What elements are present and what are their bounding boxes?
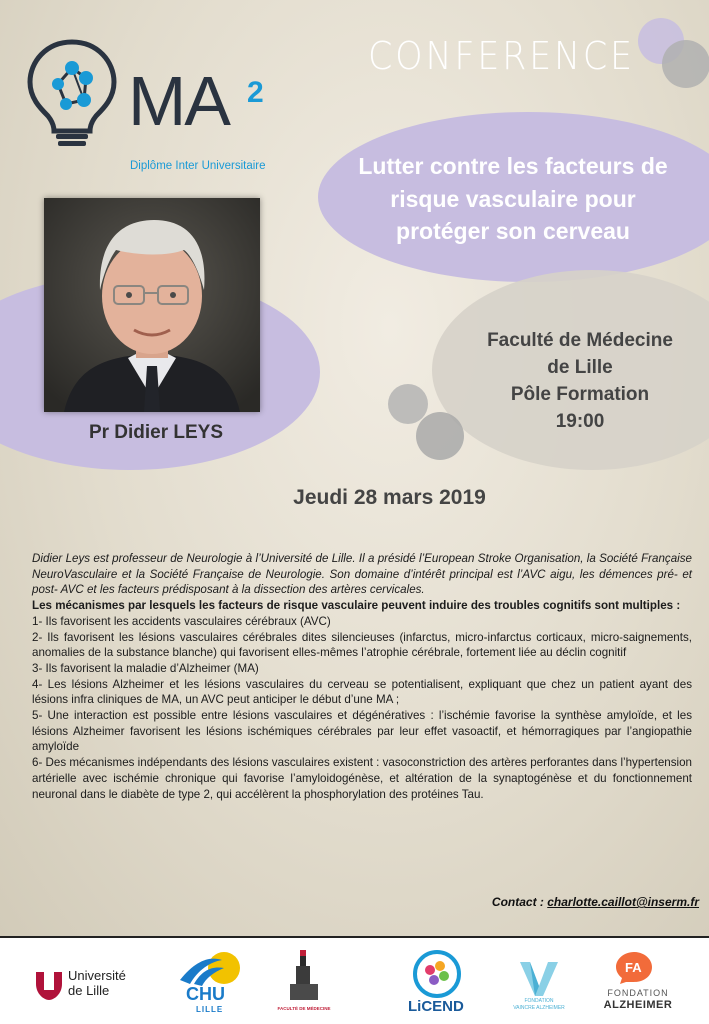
decor-circle: [662, 40, 709, 88]
logo-wordmark: MA: [128, 62, 229, 140]
mechanism-item: 1- Ils favorisent les accidents vasculaires cérébraux (AVC): [32, 614, 331, 628]
svg-text:FA: FA: [625, 960, 642, 975]
speaker-bio: Didier Leys est professeur de Neurologie à l’Université de Lille. Il a présidé l’European Stroke Organisation, la Société Française NeuroVasculaire et la Société Française de Neurologie. Son domaine d’intérêt principal est l’AVC aigu, les démences pré- et post- AVC et les facteurs prédisposant à la dissection des artères cervicales.: [32, 552, 692, 597]
logo-subtitle: Diplôme Inter Universitaire: [130, 160, 266, 172]
description-text: [32, 551, 692, 802]
chu-swoosh-icon: [176, 950, 246, 986]
mechanism-item: 5- Une interaction est possible entre lésions vasculaires et dégénératives : l’ischémie favorise la synthèse amyloïde, et les lésions Alzheimer favorisent les lésions ischémiques cérébrales par leur effet vasoactif, et hémorragiques par l’angiopathie amyloïde: [32, 709, 692, 754]
conference-title: [322, 150, 704, 248]
event-time: 19:00: [555, 410, 605, 432]
fondation-fa-icon: [614, 950, 654, 984]
partner-logos: [0, 938, 709, 1024]
mechanism-item: 2- Ils favorisent les lésions vasculaires cérébrales dites silencieuses (infarctus, micro-infarctus corticaux, micro-saignements, anomalies de la substance blanche) qui favorisent elles-mêmes l’atrophie cérébrale, fortement liée au déclin cognitif: [32, 630, 692, 660]
univ-line: Université: [68, 968, 126, 983]
contact-email-link[interactable]: charlotte.caillot@inserm.fr: [547, 895, 699, 909]
mechanism-item: 4- Les lésions Alzheimer et les lésions vasculaires du cerveau se potentialisent, expliquant que chez un patient ayant des lésions infra cliniques de MA, un AVC peut anticiper le début d’une MA ;: [32, 677, 692, 707]
vaincre-line: FONDATION: [524, 998, 554, 1004]
mechanisms-lead: Les mécanismes par lesquels les facteurs de risque vasculaire peuvent induire des troubles cognitifs sont multiples :: [32, 599, 681, 613]
decor-circle: [388, 384, 428, 424]
fondation-alzheimer-logo: [596, 950, 680, 1016]
licend-logo: [404, 948, 470, 1020]
ma2-logo: [22, 36, 292, 172]
faculte-medecine-logo: [277, 946, 331, 1020]
event-date: Jeudi 28 mars 2019: [293, 486, 486, 509]
vaincre-v-icon: [516, 958, 562, 998]
univ-line: de Lille: [68, 983, 110, 998]
title-line: risque vasculaire pour: [390, 185, 636, 212]
speaker-name: Pr Didier LEYS: [88, 422, 224, 443]
title-line: Lutter contre les facteurs de: [358, 153, 668, 179]
university-mark-icon: [34, 970, 64, 1002]
venue-line: Faculté de Médecine: [487, 330, 673, 351]
mechanism-item: 3- Ils favorisent la maladie d’Alzheimer (MA): [32, 661, 259, 675]
chu-lille-logo: [176, 950, 246, 1016]
chu-label: CHU: [186, 984, 225, 1004]
licend-label: LiCEND: [408, 998, 464, 1015]
universite-lille-logo: [34, 968, 144, 1008]
contact-label: Contact :: [491, 895, 548, 909]
mechanism-item: 6- Des mécanismes indépendants des lésions vasculaires existent : vasoconstriction des artères perforantes dans l’hypertension artérielle avec ischémie chronique qui favorise l’amyloidogénèse, et altération de la synaptogénèse et du fonctionnement neuronal dans le diabète de type 2, qui accélèrent la phosphorylation des protéines Tau.: [32, 756, 692, 801]
lightbulb-icon: [22, 36, 122, 151]
faculty-tower-icon: [282, 946, 326, 1006]
contact-line: [492, 895, 699, 909]
venue-line: de Lille: [547, 356, 613, 378]
speaker-photo: [44, 198, 260, 412]
fondation-label: FONDATION: [607, 988, 669, 998]
logo-superscript: 2: [247, 76, 264, 109]
venue-line: Pôle Formation: [510, 383, 650, 405]
vaincre-alzheimer-logo: [513, 958, 565, 1020]
chu-sublabel: LILLE: [196, 1005, 224, 1014]
vaincre-line: VAINCRE ALZHEIMER: [513, 1005, 565, 1011]
conference-heading: CONFERENCE: [368, 34, 635, 78]
title-line: protéger son cerveau: [396, 218, 630, 245]
faculty-label: FACULTÉ DE MÉDECINE: [277, 1006, 331, 1011]
venue-block: [440, 328, 709, 436]
licend-brain-icon: [404, 948, 470, 1000]
alzheimer-label: ALZHEIMER: [603, 999, 673, 1011]
